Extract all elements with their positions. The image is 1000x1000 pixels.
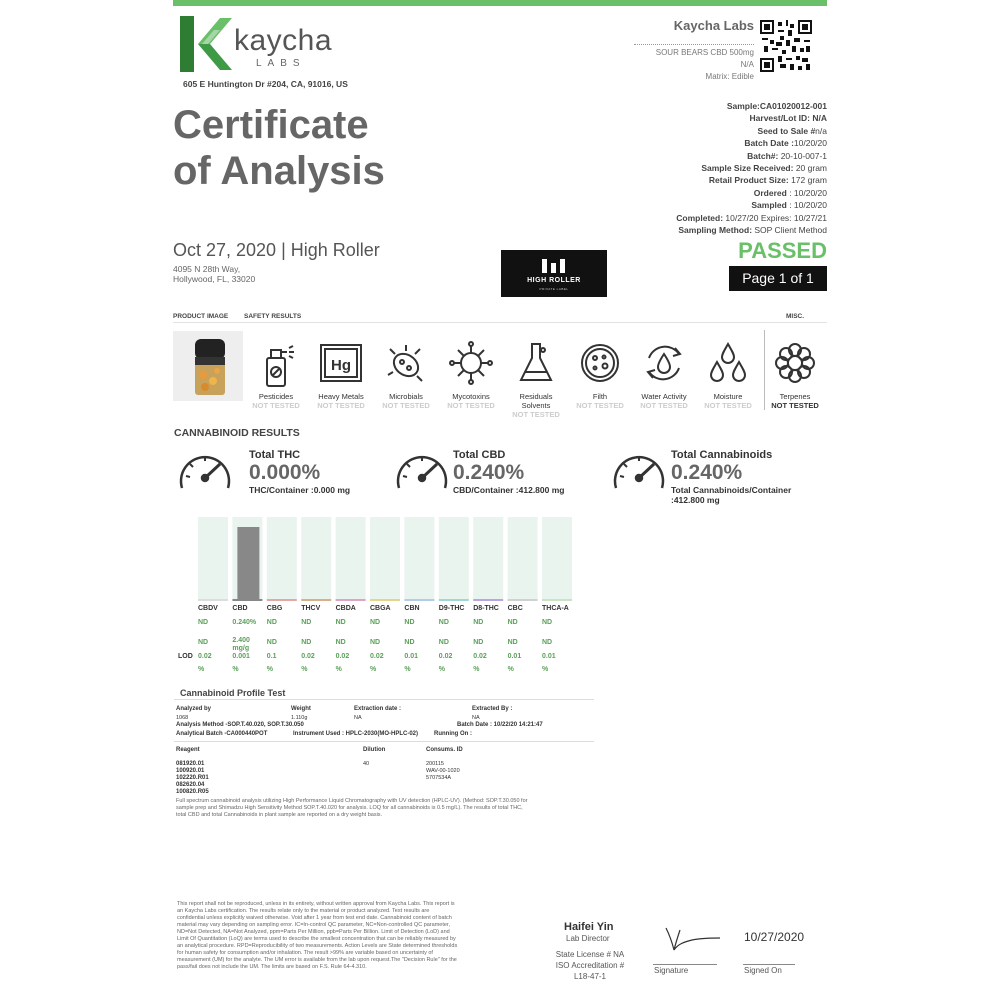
batch-number: Batch#: 20-10-007-1 xyxy=(747,150,827,161)
summary-container: THC/Container :0.000 mg xyxy=(249,485,351,495)
analyzed-by-label: Analyzed by xyxy=(176,706,212,712)
bar-background xyxy=(508,517,538,599)
bar-baseline xyxy=(439,599,469,601)
sample-size-received: Sample Size Received: 20 gram xyxy=(701,163,827,174)
lab-name: Kaycha Labs xyxy=(673,18,754,33)
column-percent: ND xyxy=(542,619,553,626)
product-image xyxy=(173,331,243,401)
kaycha-logo-icon xyxy=(180,16,232,72)
lab-address: 605 E Huntington Dr #204, CA, 91016, US xyxy=(183,79,348,89)
dilution-label: Dilution xyxy=(363,747,386,753)
method-note xyxy=(176,798,596,819)
bar-background xyxy=(473,517,503,599)
column-mg: ND xyxy=(301,639,312,646)
column-unit: % xyxy=(198,666,205,673)
total-cannabinoids-summary xyxy=(671,449,791,505)
method-note-line: total CBD and total Cannabinoids in plant sample are reported on a dry weight basis. xyxy=(176,812,383,818)
column-name: CBC xyxy=(507,605,523,612)
sample-id: Sample:CA01020012-001 xyxy=(726,101,827,111)
page-indicator: Page 1 of 1 xyxy=(729,266,827,291)
retail-product-size: Retail Product Size: 172 gram xyxy=(708,175,827,186)
summary-title: Total CBD xyxy=(453,449,506,461)
microbe-icon xyxy=(381,338,431,388)
column-mg: ND xyxy=(438,639,449,646)
profile-test-title: Cannabinoid Profile Test xyxy=(180,688,286,698)
harvest-lot: Harvest/Lot ID: N/A xyxy=(749,113,827,124)
lod-row-label: LOD xyxy=(178,653,193,660)
virus-icon xyxy=(446,338,496,388)
safety-label: Pesticides xyxy=(258,392,294,401)
reagent-list xyxy=(176,761,209,796)
consums-label: Consums. ID xyxy=(426,747,463,753)
reagent-divider xyxy=(174,741,594,742)
safety-item-residual-solvents xyxy=(506,338,566,419)
column-name: CBG xyxy=(266,605,283,612)
client-address-line-1: 4095 N 28th Way, xyxy=(173,264,241,274)
column-lod: 0.01 xyxy=(542,653,556,660)
column-unit: % xyxy=(542,666,549,673)
reagent-id: 100920.01 xyxy=(176,768,205,774)
title-line-2: of Analysis xyxy=(173,149,385,193)
column-lod: 0.02 xyxy=(198,653,212,660)
column-percent: ND xyxy=(473,619,484,626)
client-heading: Oct 27, 2020 | High Roller xyxy=(173,240,380,260)
signed-on-line xyxy=(743,964,795,965)
disclaimer-line: pass/fail does not include the UM. The limits are based on F.S. Rule 64-4.310. xyxy=(177,964,367,970)
client-address xyxy=(173,264,255,284)
disclaimer-line: Limit Of Quantitation (LoQ) are terms used to describe the smallest concentration that can be reliably measured by xyxy=(177,936,456,942)
gauge-icon xyxy=(176,448,234,494)
column-unit: % xyxy=(232,666,239,673)
column-lod: 0.02 xyxy=(473,653,487,660)
column-percent: ND xyxy=(438,619,449,626)
column-percent: ND xyxy=(301,619,312,626)
summary-title: Total THC xyxy=(249,449,301,461)
column-lod: 0.02 xyxy=(438,653,453,660)
safety-results-label: SAFETY RESULTS xyxy=(244,313,302,320)
product-image-label: PRODUCT IMAGE xyxy=(173,313,229,320)
extraction-date-value: NA xyxy=(354,715,362,721)
summary-container: CBD/Container :412.800 mg xyxy=(453,485,565,495)
analytical-batch: Analytical Batch -CA000440POT xyxy=(176,731,268,737)
safety-status: NOT TESTED xyxy=(252,401,300,410)
bar-background xyxy=(267,517,297,599)
completed-date: Completed: 10/27/20 Expires: 10/27/21 xyxy=(676,212,827,223)
weight-value: 1.110g xyxy=(291,715,308,721)
signature-line xyxy=(653,964,717,965)
droplets-icon xyxy=(703,338,753,388)
bar-baseline xyxy=(508,599,538,601)
column-mg: ND xyxy=(266,639,277,646)
column-lod: 0.02 xyxy=(301,653,315,660)
safety-item-filth xyxy=(570,338,630,410)
license-number: L18-47-1 xyxy=(573,972,607,981)
client-address-line-2: Hollywood, FL, 33020 xyxy=(173,274,256,284)
summary-value: 0.240% xyxy=(671,461,743,484)
profile-divider xyxy=(174,699,594,700)
matrix: Matrix: Edible xyxy=(705,72,754,81)
flower-icon xyxy=(770,338,820,388)
column-name: CBN xyxy=(404,605,420,612)
license-info xyxy=(550,949,630,982)
reagent-id: 100820.R05 xyxy=(176,789,209,795)
method-note-line: Full spectrum cannabinoid analysis utilizing High Performance Liquid Chromatography with UV detection (HPLC-UV). (Method: SOP.T.30.050 for xyxy=(176,798,528,804)
safety-item-heavy-metals xyxy=(311,338,371,410)
column-mg: ND xyxy=(507,639,518,646)
column-unit: % xyxy=(438,666,446,673)
disclaimer-line: ND=Not Detected, NA=Not Analyzed, ppm=Parts Per Million, ppb=Parts Per Billion. Limit of Detection (LoD) and xyxy=(177,929,450,935)
summary-container: Total Cannabinoids/Container xyxy=(671,485,792,495)
safety-label: Heavy Metals xyxy=(318,392,364,401)
column-lod: 0.02 xyxy=(370,653,384,660)
disclaimer-line: for human safety for consumption and/or inhalation. The result >99% are variable based on uncertainty of xyxy=(177,950,433,956)
extracted-by-value: NA xyxy=(472,715,480,721)
summary-container-value: :412.800 mg xyxy=(671,495,720,505)
bar-baseline xyxy=(198,599,228,601)
sampled-date: Sampled : 10/20/20 xyxy=(751,200,827,211)
hg-element-icon xyxy=(316,338,366,388)
svg-text:Hg: Hg xyxy=(331,357,351,374)
bar-background xyxy=(198,517,228,599)
product-info xyxy=(634,44,754,83)
safety-item-microbials xyxy=(376,338,436,410)
handwritten-signature xyxy=(662,924,722,956)
column-unit: % xyxy=(507,666,514,673)
safety-item-mycotoxins xyxy=(441,338,501,410)
bar-cbd xyxy=(237,527,259,599)
column-percent: ND xyxy=(335,619,346,626)
bar-baseline xyxy=(267,599,297,601)
bar-baseline xyxy=(301,599,331,601)
column-lod: 0.01 xyxy=(507,653,522,660)
director-name: Haifei Yin xyxy=(564,921,614,933)
column-name: D9-THC xyxy=(438,605,465,612)
cannabinoid-results-heading: CANNABINOID RESULTS xyxy=(174,427,300,439)
dotted-separator xyxy=(634,44,754,45)
bar-baseline xyxy=(336,599,366,601)
license-iso: ISO Accreditation # xyxy=(555,961,625,970)
column-mg: ND xyxy=(335,639,346,646)
sample-metadata xyxy=(676,100,827,236)
column-mg: ND xyxy=(473,639,484,646)
column-mg: ND xyxy=(198,639,209,646)
consums-id: 5707534A xyxy=(426,775,452,781)
safety-label: Residuals Solvents xyxy=(519,392,553,410)
column-unit: % xyxy=(335,666,342,673)
consums-list xyxy=(426,761,460,782)
disclaimer-line: measurement (UM) for the analyte. The UM error is available from the lab upon request.The "Decision Rule" for the xyxy=(177,957,457,963)
disclaimer-line: an Kaycha Labs certification. The results relate only to the material or product analyzed. Test results are xyxy=(177,908,430,914)
column-unit: % xyxy=(301,666,308,673)
column-name: THCV xyxy=(301,605,321,612)
result-status: PASSED xyxy=(738,238,827,263)
column-percent: ND xyxy=(404,619,415,626)
gauge-icon xyxy=(610,448,668,494)
column-percent: ND xyxy=(266,619,277,626)
consums-id: 200115 xyxy=(426,761,444,767)
column-mg: ND xyxy=(542,639,553,646)
column-lod: 0.02 xyxy=(335,653,350,660)
dilution-value: 40 xyxy=(363,761,370,767)
safety-status: NOT TESTED xyxy=(382,401,430,410)
client-logo-mark-icon xyxy=(541,257,567,275)
column-mg: 2.400 mg/g xyxy=(232,637,250,652)
column-percent: ND xyxy=(370,619,381,626)
spray-bottle-icon xyxy=(251,338,301,388)
column-percent: 0.240% xyxy=(232,619,257,626)
page-title xyxy=(173,102,385,194)
column-name: D8-THC xyxy=(473,605,499,612)
reagent-id: 082620.04 xyxy=(176,782,205,788)
column-unit: % xyxy=(473,666,480,673)
column-lod: 0.001 xyxy=(232,653,250,660)
client-logo-subtext: PRIVATE LABEL xyxy=(539,287,569,291)
water-cycle-icon xyxy=(639,338,689,388)
consums-id: WAV-00-1020 xyxy=(426,768,460,774)
safety-status: NOT TESTED xyxy=(576,401,624,410)
summary-value: 0.000% xyxy=(249,461,321,484)
safety-label: Mycotoxins xyxy=(452,392,490,401)
flask-icon xyxy=(511,338,561,388)
column-name: THCA-A xyxy=(542,605,569,612)
product-name: SOUR BEARS CBD 500mg xyxy=(655,48,754,57)
column-percent: ND xyxy=(198,619,209,626)
director-role: Lab Director xyxy=(566,934,610,943)
reagent-id: 081920.01 xyxy=(176,761,205,767)
column-name: CBGA xyxy=(370,605,391,612)
signed-date: 10/27/2020 xyxy=(744,930,805,944)
safety-status: NOT TESTED xyxy=(317,401,365,410)
cannabinoid-bar-chart xyxy=(198,517,574,603)
product-na: N/A xyxy=(740,60,754,69)
total-thc-summary xyxy=(249,449,350,495)
reagent-id: 102220.R01 xyxy=(176,775,209,781)
disclaimer-line: an analytical procedure. RPD=Reproducibility of two measurements. Action Levels are State determined thresholds xyxy=(177,943,458,949)
safety-status: NOT TESTED xyxy=(640,401,688,410)
bar-background xyxy=(370,517,400,599)
petri-dish-icon xyxy=(575,338,625,388)
signed-on-caption: Signed On xyxy=(744,966,782,975)
bar-background xyxy=(336,517,366,599)
safety-label: Terpenes xyxy=(779,392,811,401)
column-lod: 0.01 xyxy=(404,653,419,660)
misc-label: MISC. xyxy=(786,313,805,320)
safety-item-terpenes xyxy=(765,338,825,410)
bar-baseline xyxy=(404,599,434,601)
column-unit: % xyxy=(404,666,411,673)
batch-date-run: Batch Date : 10/22/20 14:21:47 xyxy=(457,722,543,728)
column-mg: ND xyxy=(404,639,415,646)
bar-baseline xyxy=(370,599,400,601)
total-cbd-summary xyxy=(453,449,564,495)
seed-to-sale: Seed to Sale #n/a xyxy=(757,125,827,136)
safety-label: Filth xyxy=(592,392,608,401)
disclaimer-line: material may vary depending on sampling error. IC=In-control QC parameter, NC=Non-controlled QC parameter, xyxy=(177,922,450,928)
disclaimer-line: confidential unless explicitly waived otherwise. Void after 1 year from test end date. Cannabinoid content of batch xyxy=(177,915,452,921)
extraction-date-label: Extraction date : xyxy=(354,706,402,712)
license-state: State License # NA xyxy=(555,950,625,959)
safety-label: Moisture xyxy=(713,392,743,401)
reagent-label: Reagent xyxy=(176,747,200,753)
bar-background xyxy=(404,517,434,599)
footer-disclaimer xyxy=(177,901,527,971)
safety-item-pesticides xyxy=(246,338,306,410)
method-note-line: sample prep and Shimadzu High Sensitivity Method SOP.T.40.020 for analysis. LOQ for all cannabinoids is 0.5 mg/L). The results of total THC, xyxy=(176,805,523,811)
safety-status: NOT TESTED xyxy=(704,401,752,410)
batch-date: Batch Date :10/20/20 xyxy=(744,138,827,149)
sampling-method: Sampling Method: SOP Client Method xyxy=(678,225,827,236)
qr-code-icon[interactable] xyxy=(760,20,812,72)
client-logo xyxy=(501,250,607,297)
safety-item-water-activity xyxy=(634,338,694,410)
logo-wordmark: kaycha xyxy=(234,24,333,57)
safety-status: NOT TESTED xyxy=(771,401,819,410)
bar-baseline xyxy=(473,599,503,601)
column-name: CBDA xyxy=(335,605,356,612)
running-on: Running On : xyxy=(434,731,472,737)
column-mg: ND xyxy=(370,639,381,646)
bar-background xyxy=(301,517,331,599)
analysis-method: Analysis Method -SOP.T.40.020, SOP.T.30.050 xyxy=(176,722,304,728)
section-divider xyxy=(173,322,827,323)
disclaimer-line: This report shall not be reproduced, unless in its entirety, without written approval from Kaycha Labs. This report is xyxy=(177,901,455,907)
bar-background xyxy=(439,517,469,599)
safety-label: Water Activity xyxy=(641,392,687,401)
ordered-date: Ordered : 10/20/20 xyxy=(753,187,827,198)
client-logo-text: HIGH ROLLER xyxy=(527,277,581,284)
bar-background xyxy=(542,517,572,599)
extracted-by-label: Extracted By : xyxy=(472,706,513,712)
column-unit: % xyxy=(370,666,377,673)
column-lod: 0.1 xyxy=(266,653,277,660)
signature-caption: Signature xyxy=(654,966,689,975)
gauge-icon xyxy=(393,448,451,494)
title-line-1: Certificate xyxy=(173,103,369,147)
column-name: CBD xyxy=(232,605,248,612)
column-unit: % xyxy=(266,666,274,673)
bar-baseline xyxy=(542,599,572,601)
safety-item-moisture xyxy=(698,338,758,410)
analyzed-by-value: 1068 xyxy=(176,715,189,721)
top-accent-bar xyxy=(173,0,827,6)
safety-status: NOT TESTED xyxy=(512,410,560,419)
column-name: CBDV xyxy=(198,605,218,612)
weight-label: Weight xyxy=(291,706,311,712)
safety-label: Microbials xyxy=(389,392,423,401)
column-percent: ND xyxy=(507,619,518,626)
instrument-used: Instrument Used : HPLC-2030(MO-HPLC-02) xyxy=(293,731,419,737)
safety-status: NOT TESTED xyxy=(447,401,495,410)
logo-subtext: LABS xyxy=(256,58,306,69)
summary-title: Total Cannabinoids xyxy=(671,449,773,461)
summary-value: 0.240% xyxy=(453,461,525,484)
bar-baseline xyxy=(232,599,262,601)
